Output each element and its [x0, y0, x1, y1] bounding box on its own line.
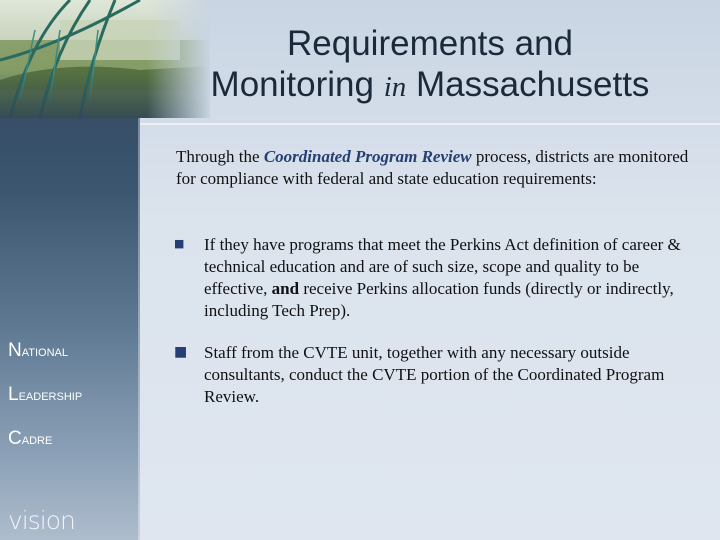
intro-suffix: process, districts are monitored for compliance with federal and state education requirements:: [176, 147, 689, 188]
intro-emphasis: Coordinated Program Review: [263, 147, 472, 166]
bullet-item-2: [174, 342, 684, 408]
intro-prefix: Through the: [176, 147, 264, 166]
intro-paragraph: [176, 146, 696, 190]
bullet-item-1: [174, 234, 684, 322]
square-bullet-icon: ■: [174, 344, 188, 360]
sidebar-item-leadership: [8, 384, 82, 406]
page-title: [160, 24, 700, 106]
sidebar-item-cadre: [8, 428, 52, 450]
sidebar-rest: EADERSHIP: [18, 391, 83, 403]
bullet-2-text: Staff from the CVTE unit, together with any necessary outside consultants, conduct the CVTE portion of the Coordinated Program Review.: [204, 343, 665, 407]
title-word-monitoring: Monitoring: [210, 64, 374, 104]
title-word-massachusetts: Massachusetts: [416, 64, 650, 104]
sidebar-rest: ATIONAL: [21, 347, 68, 359]
title-divider: [140, 123, 720, 125]
sidebar-cap: C: [8, 428, 22, 449]
vision-logo: vision: [8, 506, 75, 535]
sidebar-cap: L: [8, 384, 19, 405]
bullet-1-text-a: If they have programs that meet the Perkins Act definition of career & technical education and are of such size, scope and quality to be effective,: [204, 235, 681, 299]
sidebar-rest: ADRE: [21, 435, 53, 447]
bullet-1-bold: and: [271, 279, 300, 299]
title-line-2: [160, 65, 700, 106]
sidebar-item-national: [8, 340, 68, 362]
sidebar-cap: N: [8, 340, 22, 361]
title-word-in: in: [383, 70, 407, 103]
square-bullet-icon: ■: [174, 237, 185, 250]
bullet-1-text-b: receive Perkins allocation funds (directly or indirectly, including Tech Prep).: [204, 279, 674, 321]
title-line-1: Requirements and: [287, 24, 573, 63]
